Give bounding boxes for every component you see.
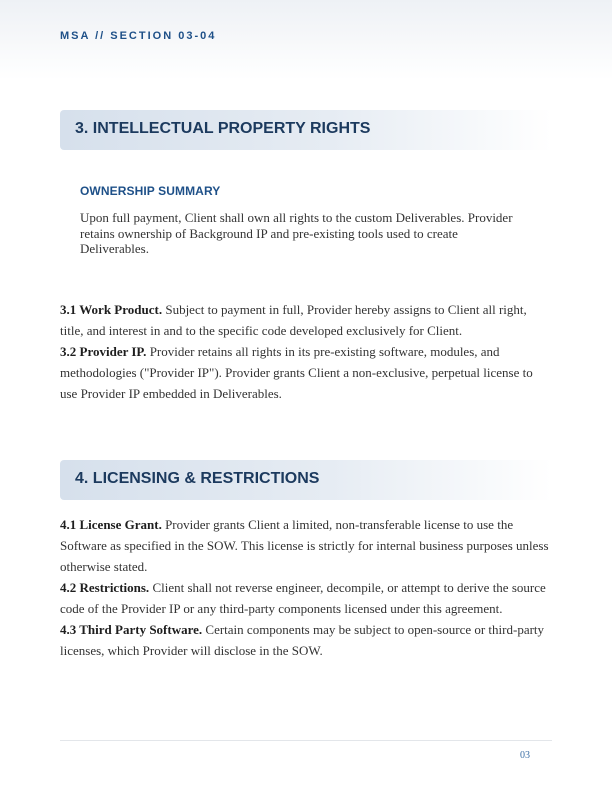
section-3-title: 3. INTELLECTUAL PROPERTY RIGHTS — [75, 120, 371, 137]
clause-4-3-text: Certain components may be subject to open-source or third-party licenses, which Provider will disclose in the SOW. — [60, 622, 545, 658]
clause-3-2-text: Provider retains all rights in its pre-existing software, modules, and methodologies ("Provider IP"). Provider grants Client a non-exclusive, perpetual license to use Provider IP embedded in Deliverables. — [60, 344, 533, 401]
clause-4-3 — [60, 619, 552, 661]
clause-4-2-text: Client shall not reverse engineer, decompile, or attempt to derive the source code of the Provider IP or any third-party components licensed under this agreement. — [60, 580, 546, 616]
clause-3-2-label: 3.2 Provider IP. — [60, 344, 147, 359]
clause-4-1-label: 4.1 License Grant. — [60, 517, 162, 532]
clause-3-1 — [60, 299, 552, 341]
clause-3-2 — [60, 341, 552, 404]
clause-4-3-label: 4.3 Third Party Software. — [60, 622, 203, 637]
summary-heading: OWNERSHIP SUMMARY — [80, 184, 221, 198]
section-3-clauses — [60, 299, 552, 404]
section-3-heading-bar — [60, 110, 552, 150]
section-4-clauses — [60, 514, 552, 661]
section-4-heading-bar — [60, 460, 552, 500]
clause-3-1-text: Subject to payment in full, Provider hereby assigns to Client all right, title, and interest in and to the specific code developed exclusively for Client. — [60, 302, 527, 338]
summary-text: Upon full payment, Client shall own all rights to the custom Deliverables. Provider retains ownership of Background IP and pre-existing tools used to create Deliverables. — [80, 210, 513, 256]
clause-4-2 — [60, 577, 552, 619]
page-number: 03 — [520, 750, 530, 761]
section-4-title: 4. LICENSING & RESTRICTIONS — [75, 470, 320, 487]
ownership-summary-box — [80, 184, 525, 257]
footer-divider — [60, 740, 552, 741]
clause-4-2-label: 4.2 Restrictions. — [60, 580, 150, 595]
running-header: MSA // SECTION 03-04 — [60, 30, 217, 42]
clause-4-1 — [60, 514, 552, 577]
clause-3-1-label: 3.1 Work Product. — [60, 302, 163, 317]
clause-4-1-text: Provider grants Client a limited, non-transferable license to use the Software as specified in the SOW. This license is strictly for internal business purposes unless otherwise stated. — [60, 517, 549, 574]
